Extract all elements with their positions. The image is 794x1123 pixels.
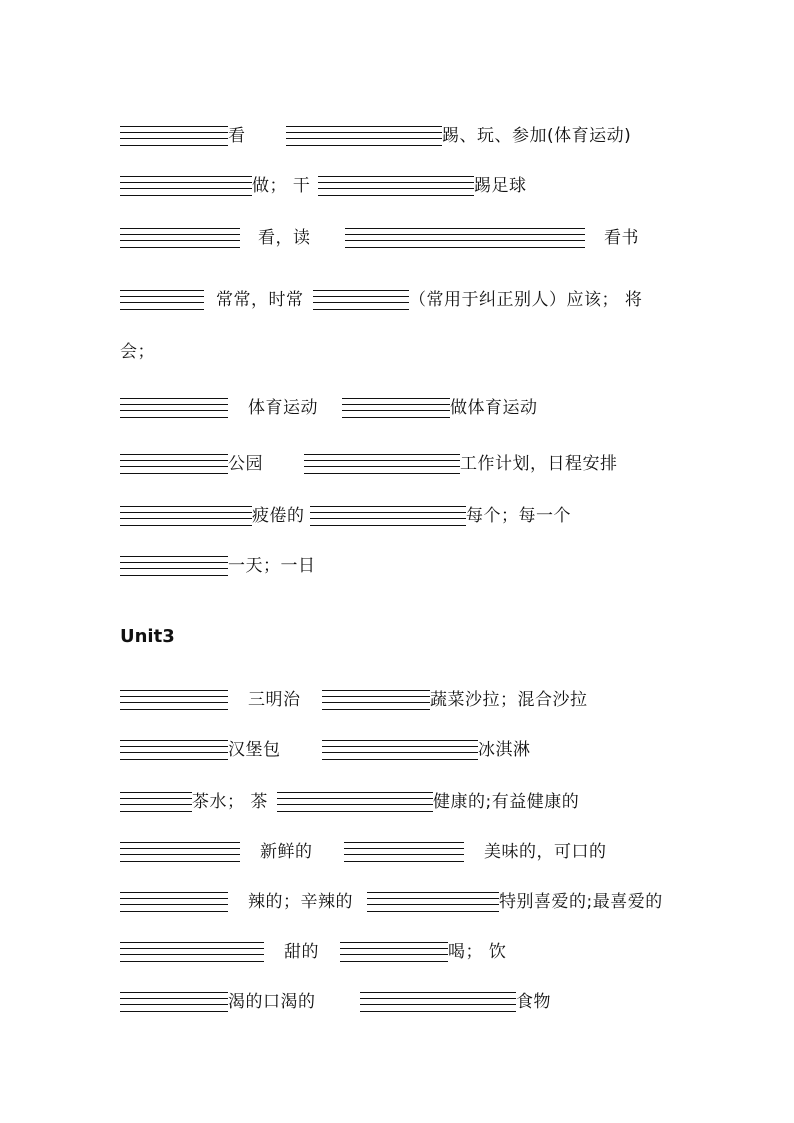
answer-blank[interactable]	[304, 454, 460, 474]
meaning-text: 看书	[604, 228, 639, 248]
meaning-text: 体育运动	[248, 398, 318, 418]
answer-blank[interactable]	[120, 126, 228, 146]
answer-blank[interactable]	[322, 740, 478, 760]
answer-blank[interactable]	[360, 992, 516, 1012]
vocab-row	[0, 486, 794, 526]
meaning-text: 踢、玩、参加(体育运动)	[442, 126, 632, 146]
vocab-row	[0, 434, 794, 474]
meaning-text: 甜的	[284, 942, 319, 962]
unit-heading: Unit3	[120, 626, 175, 647]
vocab-row	[0, 536, 794, 576]
vocab-row	[0, 972, 794, 1012]
meaning-text: 喝； 饮	[448, 942, 507, 962]
answer-blank[interactable]	[120, 690, 228, 710]
answer-blank[interactable]	[286, 126, 442, 146]
answer-blank[interactable]	[340, 942, 448, 962]
answer-blank[interactable]	[120, 740, 228, 760]
meaning-text: 特别喜爱的;最喜爱的	[499, 892, 663, 912]
meaning-text: 会；	[120, 342, 155, 362]
answer-blank[interactable]	[318, 176, 474, 196]
meaning-text: 渴的口渴的	[228, 992, 316, 1012]
vocab-row	[0, 270, 794, 310]
meaning-text: 辣的；辛辣的	[248, 892, 353, 912]
answer-blank[interactable]	[342, 398, 450, 418]
meaning-text: 冰淇淋	[478, 740, 531, 760]
answer-blank[interactable]	[120, 792, 192, 812]
answer-blank[interactable]	[310, 506, 466, 526]
vocab-row	[0, 720, 794, 760]
answer-blank[interactable]	[277, 792, 433, 812]
answer-blank[interactable]	[120, 892, 228, 912]
answer-blank[interactable]	[120, 942, 264, 962]
answer-blank[interactable]	[120, 228, 240, 248]
answer-blank[interactable]	[120, 506, 252, 526]
meaning-text: 做体育运动	[450, 398, 538, 418]
answer-blank[interactable]	[120, 556, 228, 576]
vocab-row	[0, 772, 794, 812]
answer-blank[interactable]	[120, 398, 228, 418]
vocab-row	[0, 208, 794, 248]
meaning-text: 汉堡包	[228, 740, 281, 760]
meaning-text: 公园	[228, 454, 263, 474]
vocab-row	[0, 156, 794, 196]
meaning-text: 美味的，可口的	[484, 842, 607, 862]
answer-blank[interactable]	[120, 290, 204, 310]
answer-blank[interactable]	[120, 176, 252, 196]
meaning-text: 健康的;有益健康的	[433, 792, 580, 812]
answer-blank[interactable]	[313, 290, 409, 310]
vocab-row	[0, 822, 794, 862]
meaning-text: 每个；每一个	[466, 506, 571, 526]
vocab-row	[0, 378, 794, 418]
answer-blank[interactable]	[367, 892, 499, 912]
meaning-text: 食物	[516, 992, 551, 1012]
meaning-text: 新鲜的	[260, 842, 313, 862]
vocab-row	[0, 872, 794, 912]
meaning-text: 看，读	[258, 228, 311, 248]
vocab-row	[0, 106, 794, 146]
meaning-text: 踢足球	[474, 176, 527, 196]
answer-blank[interactable]	[120, 454, 228, 474]
meaning-text: 蔬菜沙拉；混合沙拉	[430, 690, 588, 710]
meaning-text: 常常，时常	[216, 290, 304, 310]
vocab-row	[0, 922, 794, 962]
answer-blank[interactable]	[344, 842, 464, 862]
vocab-row	[0, 322, 794, 362]
meaning-text: 疲倦的	[252, 506, 305, 526]
meaning-text: 茶水； 茶	[192, 792, 268, 812]
meaning-text: 三明治	[248, 690, 301, 710]
answer-blank[interactable]	[120, 842, 240, 862]
meaning-text: （常用于纠正别人）应该； 将	[409, 290, 643, 310]
vocab-row	[0, 670, 794, 710]
answer-blank[interactable]	[322, 690, 430, 710]
answer-blank[interactable]	[120, 992, 228, 1012]
meaning-text: 一天；一日	[228, 556, 316, 576]
meaning-text: 做； 干	[252, 176, 311, 196]
answer-blank[interactable]	[345, 228, 585, 248]
meaning-text: 工作计划，日程安排	[460, 454, 618, 474]
meaning-text: 看	[228, 126, 246, 146]
